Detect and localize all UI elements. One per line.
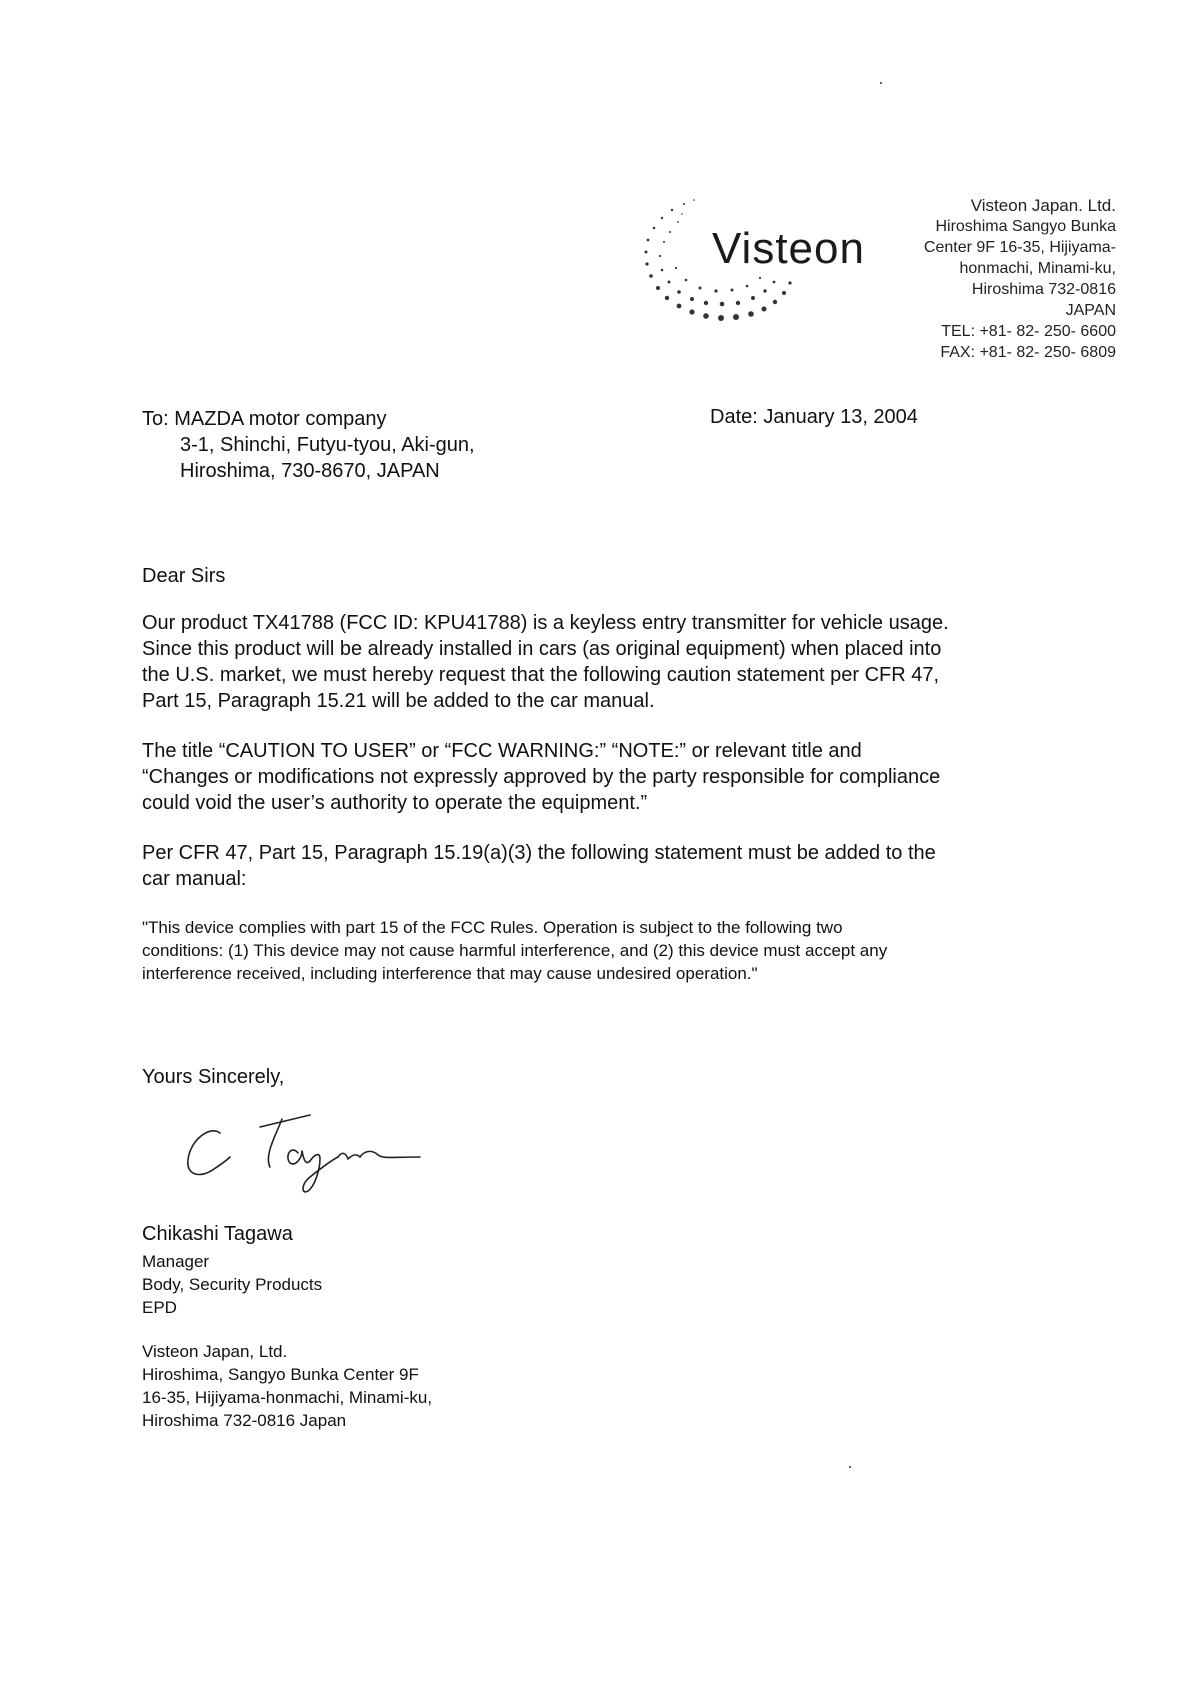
- logo-dot-arc-icon: [634, 192, 874, 362]
- sender-fax: FAX: +81- 82- 250- 6809: [940, 344, 1116, 361]
- paragraph-cfr-requirement: [142, 840, 1072, 892]
- paragraph-product-description: [142, 610, 1072, 714]
- paragraph-line: could void the user’s authority to operate the equipment.”: [142, 792, 648, 814]
- paragraph-line: car manual:: [142, 868, 247, 890]
- recipient-line: Hiroshima, 730-8670, JAPAN: [180, 460, 440, 482]
- logo-text: Visteon: [712, 224, 865, 273]
- salutation: Dear Sirs: [142, 565, 226, 587]
- closing: Yours Sincerely,: [142, 1066, 285, 1088]
- sender-country: JAPAN: [1065, 302, 1116, 319]
- recipient-address: [142, 406, 475, 484]
- sender-address: [924, 195, 1116, 363]
- quote-line: interference received, including interference that may cause undesired operation.": [142, 964, 758, 983]
- paragraph-line: “Changes or modifications not expressly approved by the party responsible for compliance: [142, 766, 941, 788]
- paragraph-line: Part 15, Paragraph 15.21 will be added to the car manual.: [142, 690, 655, 712]
- footer-address-line: Hiroshima, Sangyo Bunka Center 9F: [142, 1365, 419, 1384]
- quote-line: "This device complies with part 15 of the FCC Rules. Operation is subject to the following two: [142, 918, 843, 937]
- scan-speck: [849, 1466, 851, 1468]
- sender-company: Visteon Japan. Ltd.: [970, 196, 1116, 215]
- recipient-line: To: MAZDA motor company: [142, 408, 387, 430]
- fcc-compliance-quote: [142, 916, 1072, 985]
- signer-details: [142, 1250, 322, 1319]
- footer-address-line: 16-35, Hijiyama-honmachi, Minami-ku,: [142, 1388, 433, 1407]
- sender-address-line: Hiroshima Sangyo Bunka: [935, 218, 1116, 235]
- footer-address-line: Hiroshima 732-0816 Japan: [142, 1411, 347, 1430]
- sender-phone: TEL: +81- 82- 250- 6600: [941, 323, 1116, 340]
- footer-company: Visteon Japan, Ltd.: [142, 1342, 288, 1361]
- sender-address-line: Hiroshima 732-0816: [971, 281, 1116, 298]
- signer-name: Chikashi Tagawa: [142, 1223, 293, 1245]
- paragraph-line: Our product TX41788 (FCC ID: KPU41788) is a keyless entry transmitter for vehicle usage.: [142, 612, 949, 634]
- signer-title: Manager: [142, 1252, 210, 1271]
- paragraph-caution-statement: [142, 738, 1072, 816]
- sender-address-line: honmachi, Minami-ku,: [959, 260, 1116, 277]
- paragraph-line: The title “CAUTION TO USER” or “FCC WARNING:” “NOTE:” or relevant title and: [142, 740, 862, 762]
- recipient-line: 3-1, Shinchi, Futyu-tyou, Aki-gun,: [180, 434, 475, 456]
- paragraph-line: the U.S. market, we must hereby request that the following caution statement per CFR 47,: [142, 664, 940, 686]
- letter-date: Date: January 13, 2004: [710, 406, 918, 428]
- handwritten-signature: [180, 1105, 430, 1200]
- paragraph-line: Per CFR 47, Part 15, Paragraph 15.19(a)(3) the following statement must be added to the: [142, 842, 936, 864]
- scan-speck: [880, 82, 882, 84]
- paragraph-line: Since this product will be already installed in cars (as original equipment) when placed into: [142, 638, 942, 660]
- signer-division: EPD: [142, 1298, 177, 1317]
- footer-address: [142, 1340, 432, 1432]
- sender-address-line: Center 9F 16-35, Hijiyama-: [923, 239, 1116, 256]
- visteon-logo: [634, 192, 874, 362]
- signer-department: Body, Security Products: [142, 1275, 323, 1294]
- quote-line: conditions: (1) This device may not cause harmful interference, and (2) this device must accept any: [142, 941, 888, 960]
